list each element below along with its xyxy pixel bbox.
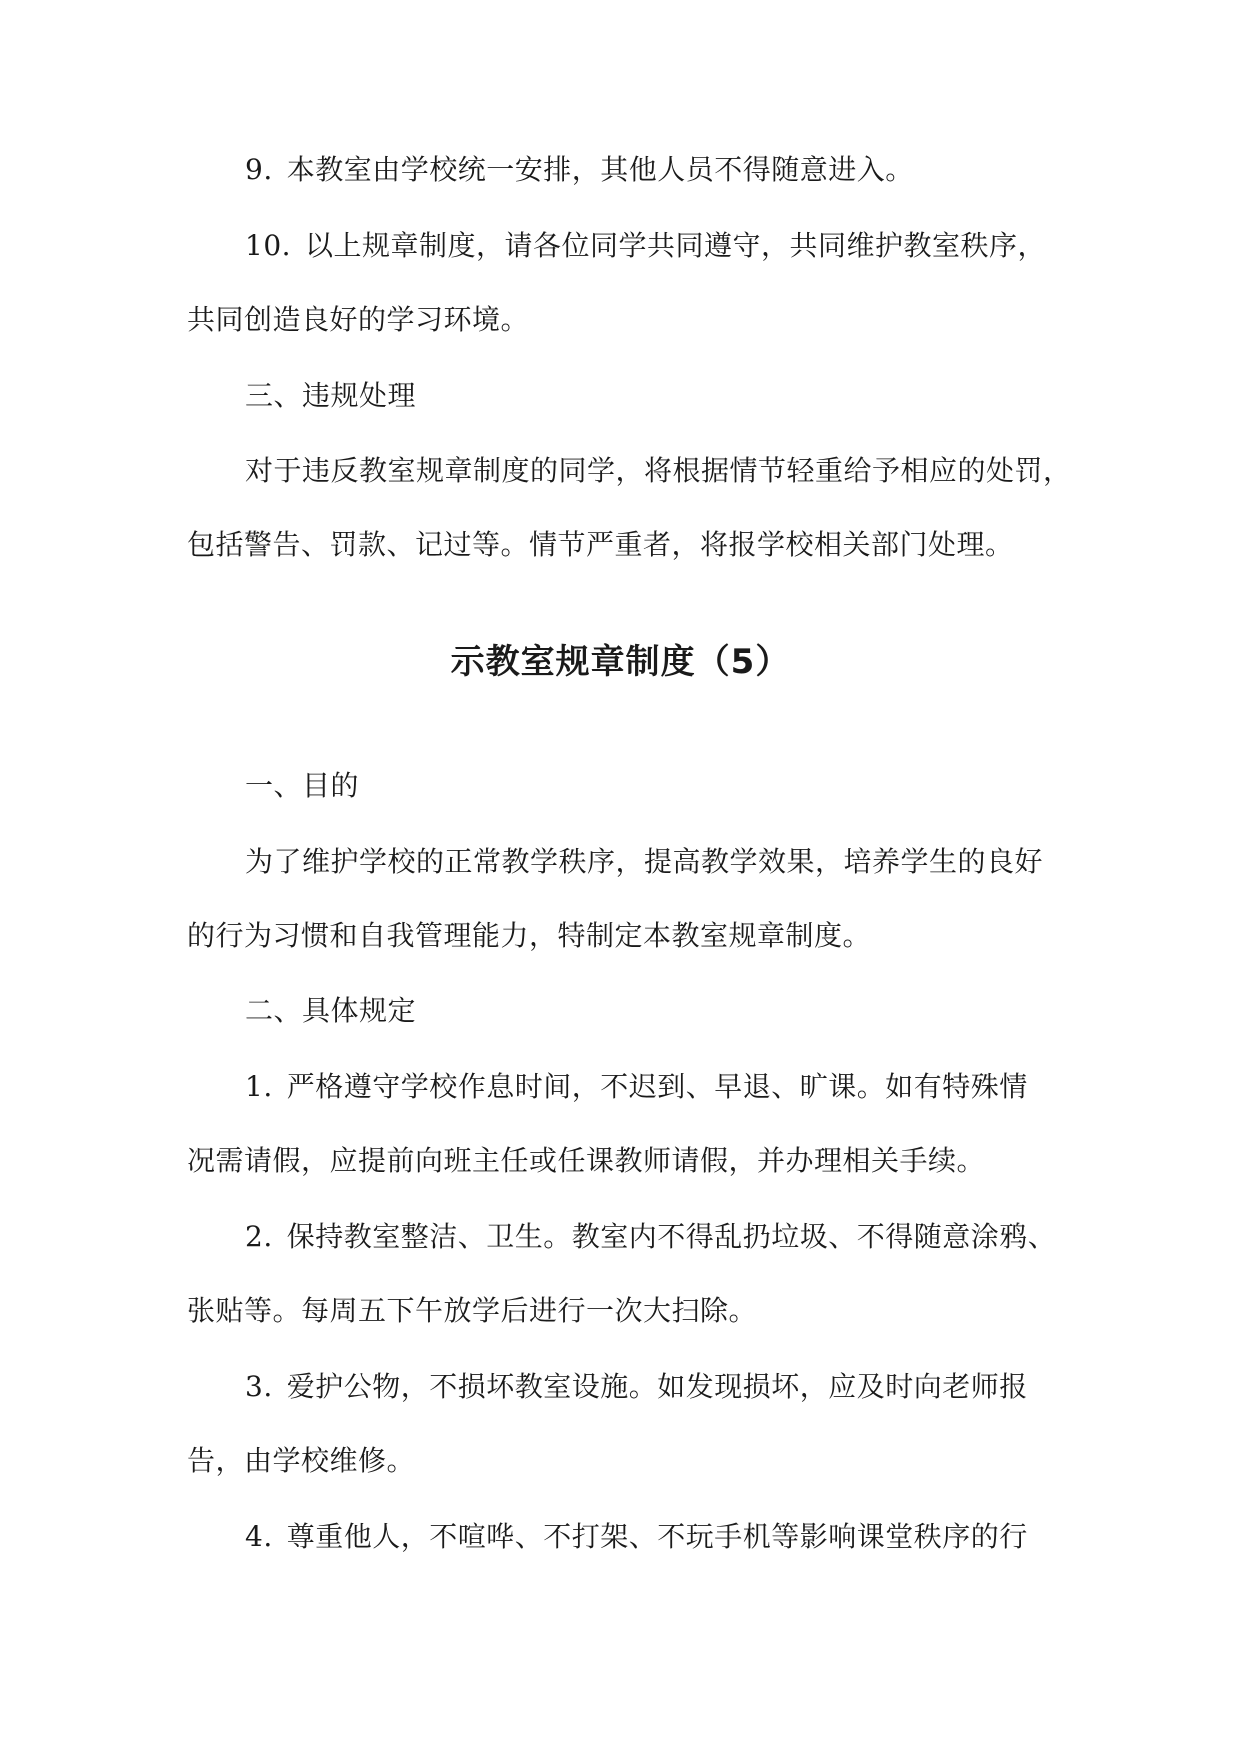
rule-item-2: [245, 1217, 1125, 1257]
page-title: 示教室规章制度（5）: [450, 642, 791, 682]
paragraph-line: 对于违反教室规章制度的同学，将根据情节轻重给予相应的处罚，: [245, 454, 1072, 487]
paragraph-line: 的行为习惯和自我管理能力，特制定本教室规章制度。: [187, 919, 872, 952]
paragraph-line: 张贴等。每周五下午放学后进行一次大扫除。: [187, 1294, 758, 1327]
item-number: 3.: [245, 1370, 273, 1403]
paragraph-text: 保持教室整洁、卫生。教室内不得乱扔垃圾、不得随意涂鸦、: [286, 1220, 1057, 1253]
rule-item-1: [245, 1067, 1125, 1107]
paragraph-text: 尊重他人，不喧哗、不打架、不玩手机等影响课堂秩序的行: [286, 1520, 1028, 1553]
paragraph-line: 包括警告、罚款、记过等。情节严重者，将报学校相关部门处理。: [187, 528, 1014, 561]
section-heading: 一、目的: [245, 769, 360, 802]
rule-item-9: [245, 150, 1125, 190]
section-heading: 三、违规处理: [245, 379, 417, 412]
item-number: 10.: [245, 229, 292, 262]
rule-item-4: [245, 1517, 1125, 1557]
rule-item-10: [245, 226, 1125, 266]
paragraph-text: 爱护公物，不损坏教室设施。如发现损坏，应及时向老师报: [286, 1370, 1028, 1403]
item-number: 2.: [245, 1220, 273, 1253]
paragraph-line: 告，由学校维修。: [187, 1444, 416, 1477]
paragraph-text: 本教室由学校统一安排，其他人员不得随意进入。: [286, 153, 914, 186]
item-number: 1.: [245, 1070, 273, 1103]
section-heading: 二、具体规定: [245, 994, 417, 1027]
paragraph-text: 以上规章制度，请各位同学共同遵守，共同维护教室秩序，: [305, 229, 1047, 262]
rule-item-3: [245, 1367, 1125, 1407]
item-number: 9.: [245, 153, 273, 186]
paragraph-line: 为了维护学校的正常教学秩序，提高教学效果，培养学生的良好: [245, 845, 1044, 878]
paragraph-line: 况需请假，应提前向班主任或任课教师请假，并办理相关手续。: [187, 1144, 986, 1177]
paragraph-line: 共同创造良好的学习环境。: [187, 303, 530, 336]
paragraph-text: 严格遵守学校作息时间，不迟到、早退、旷课。如有特殊情: [286, 1070, 1028, 1103]
item-number: 4.: [245, 1520, 273, 1553]
